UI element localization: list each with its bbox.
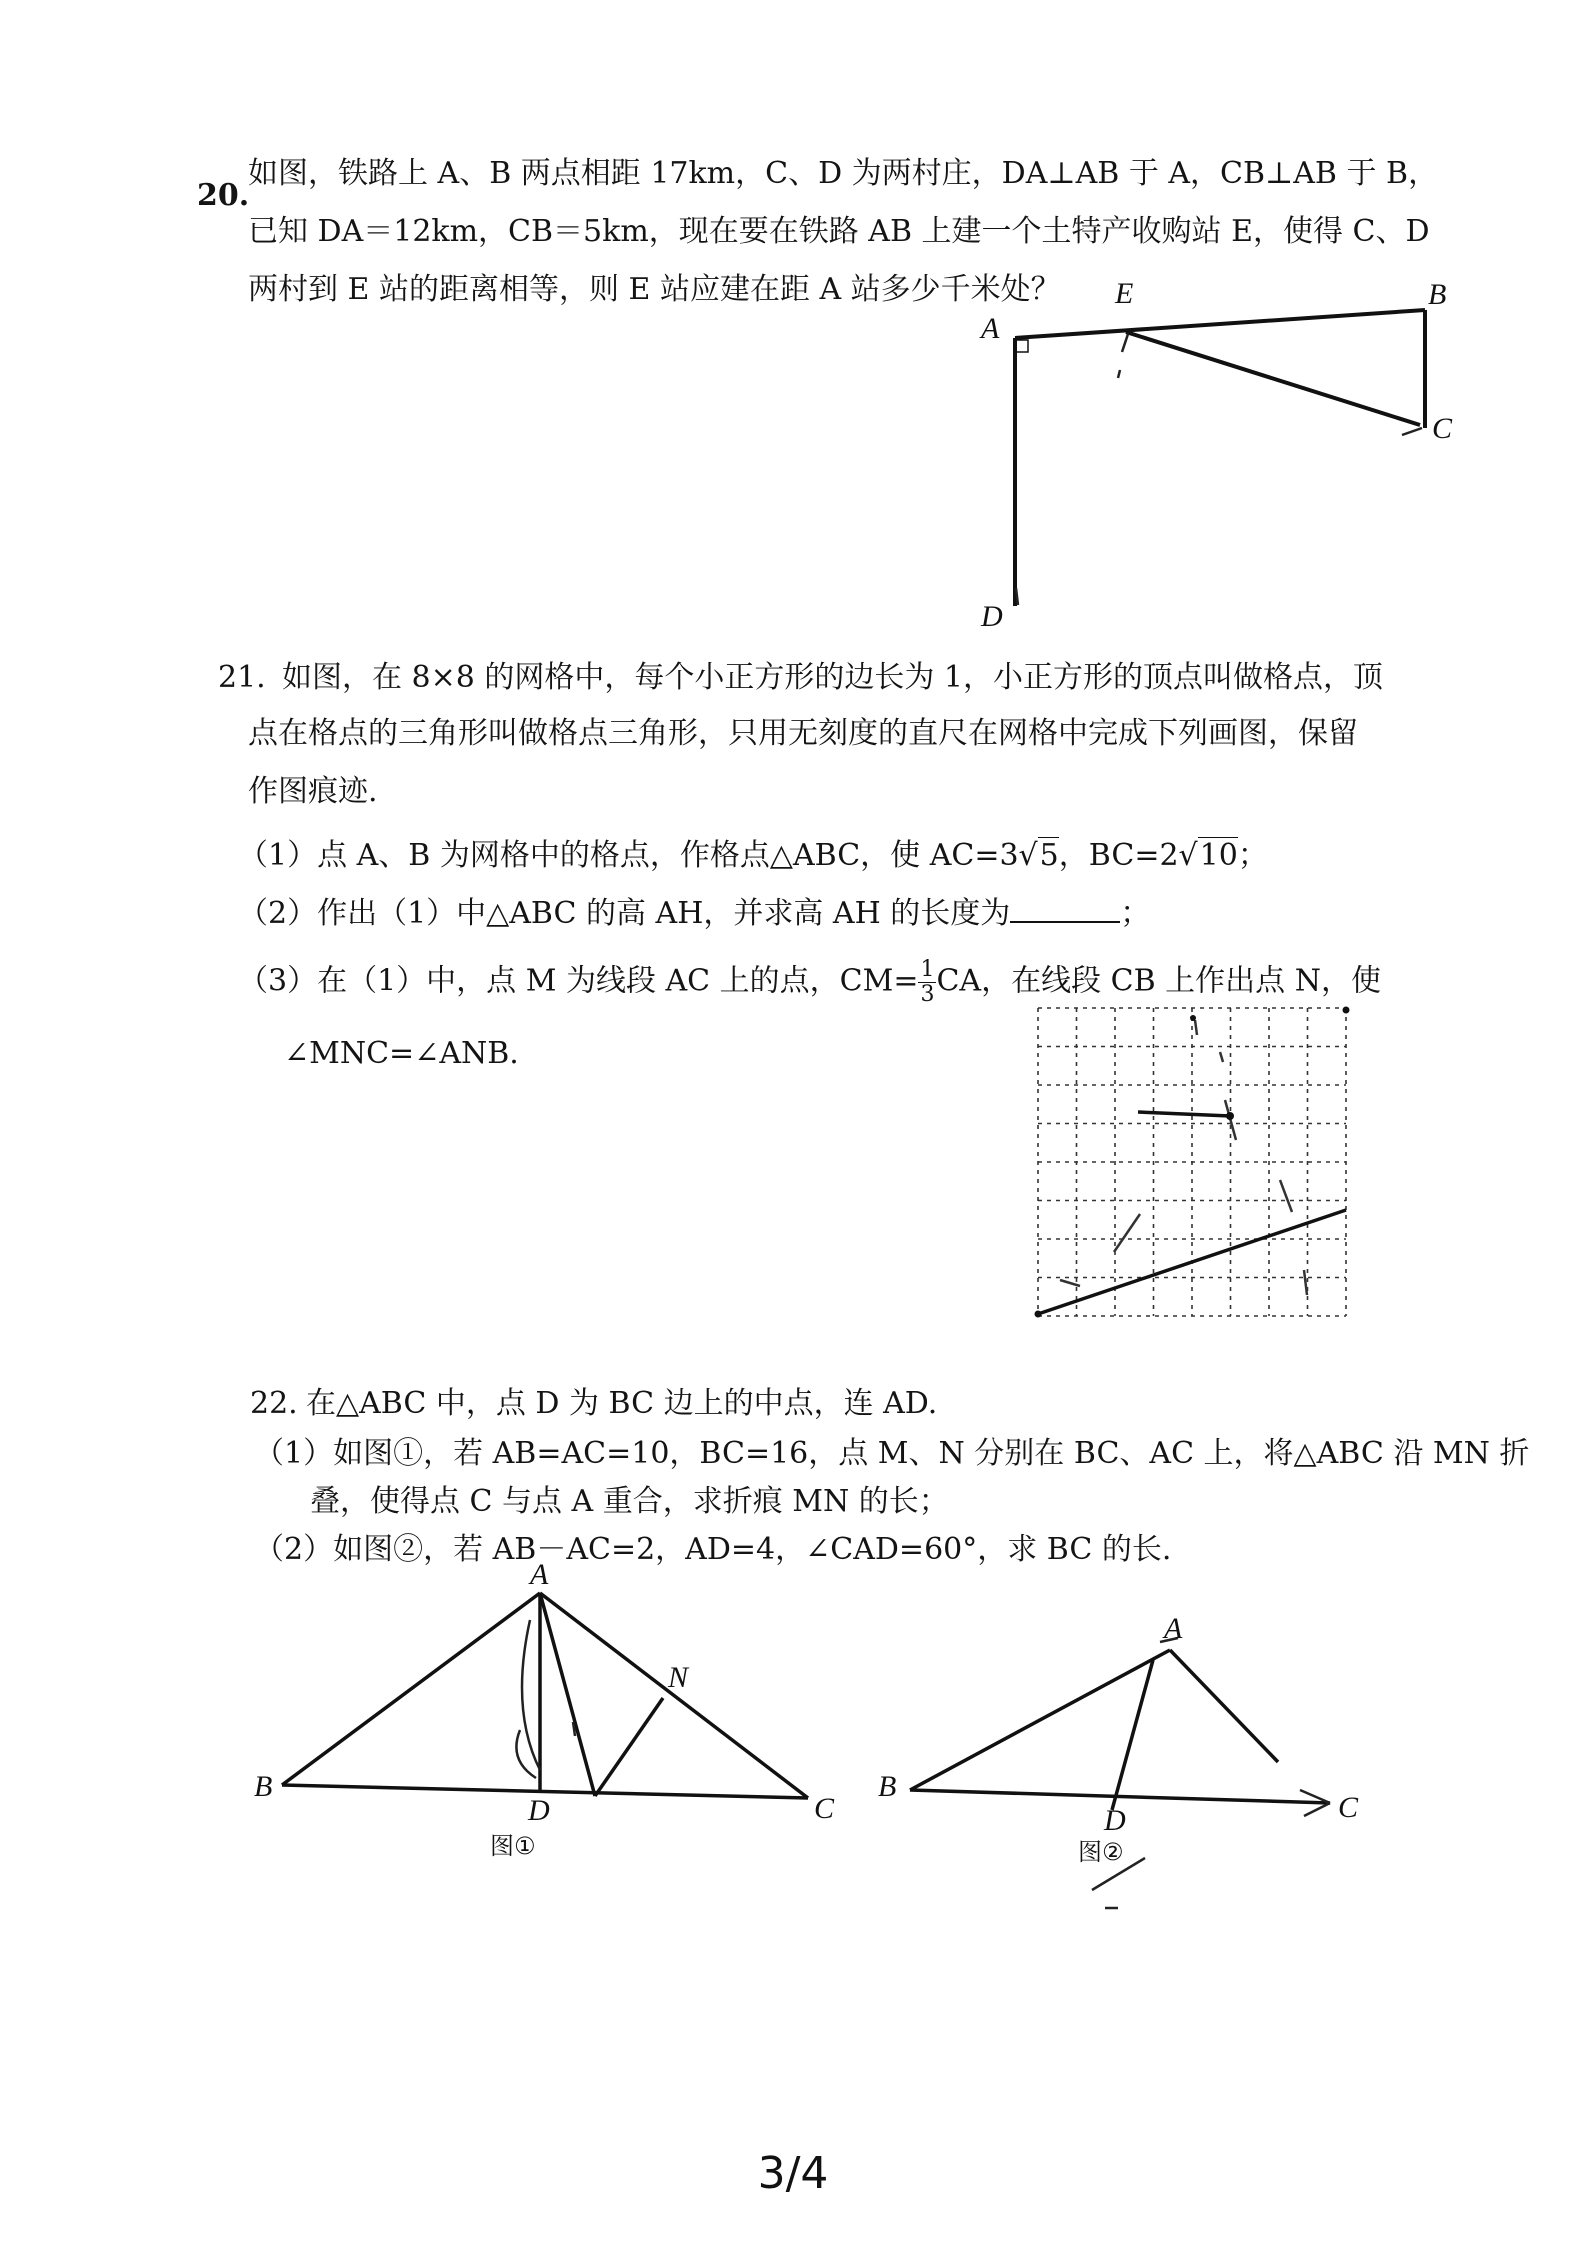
side-ab [282, 1593, 540, 1785]
fig1-caption: 图① [490, 1832, 536, 1860]
q21-part1-suffix: ； [1237, 838, 1268, 873]
dashed-grid [1038, 1008, 1346, 1316]
page-number: 3/4 [757, 2148, 829, 2199]
fig1-label-b: B [254, 1770, 273, 1803]
fig2-label-d: D [1104, 1804, 1126, 1837]
fig1-label-d: D [528, 1794, 550, 1827]
q22-number: 22. [250, 1386, 298, 1421]
q21-number: 21. [218, 660, 266, 695]
q20-line3: 两村到 E 站的距离相等，则 E 站应建在距 A 站多少千米处？ [248, 272, 1061, 307]
sqrt-sign: √ [1018, 838, 1038, 873]
fraction-one-third [918, 958, 936, 1007]
fraction-denominator: 3 [920, 982, 935, 1007]
pencil-mark [1122, 334, 1128, 352]
q21-line1: 如图，在 8×8 的网格中，每个小正方形的边长为 1，小正方形的顶点叫做格点，顶 [282, 660, 1384, 695]
segment-mn [595, 1698, 663, 1796]
q21-part2 [238, 894, 1150, 934]
q21-part2-prefix: （2）作出（1）中△ABC 的高 AH，并求高 AH 的长度为 [238, 896, 1011, 931]
sqrt-sign: √ [1178, 838, 1198, 873]
q21-line2: 点在格点的三角形叫做格点三角形，只用无刻度的直尺在网格中完成下列画图，保留 [248, 716, 1358, 751]
segment-am [540, 1593, 595, 1796]
q21-grid-figure [1030, 1000, 1370, 1340]
pencil-mark [1280, 1180, 1292, 1212]
label-a: A [981, 312, 1000, 345]
grid-point [1343, 1007, 1350, 1014]
q21-line3: 作图痕迹. [248, 774, 378, 809]
side-ac [540, 1593, 808, 1798]
drawn-segment [1138, 1112, 1230, 1116]
fig1-label-n: N [668, 1661, 689, 1694]
railway-ab [1015, 310, 1425, 338]
fraction-numerator: 1 [920, 957, 935, 982]
q20-number: 20. [197, 178, 250, 213]
pencil-mark [1118, 370, 1120, 378]
q21-part3-suffix: CA，在线段 CB 上作出点 N，使 [936, 963, 1381, 999]
label-c: C [1432, 412, 1453, 445]
q22-part1-line1: （1）如图①，若 AB=AC=10，BC=16，点 M、N 分别在 BC、AC 上，将△ABC 沿 MN 折 [254, 1436, 1530, 1471]
q21-part1-root1: 5 [1039, 838, 1059, 873]
right-angle-mark [1016, 340, 1028, 352]
q20-line2: 已知 DA＝12km，CB＝5km，现在要在铁路 AB 上建一个土特产收购站 E，使得 C、D [248, 214, 1430, 249]
q21-part2-suffix: ； [1120, 896, 1151, 931]
q22-figure-1 [240, 1560, 860, 1880]
grid-point [1190, 1015, 1196, 1021]
label-d: D [981, 600, 1003, 633]
pencil-mark [1195, 1020, 1197, 1035]
q21-part1 [238, 836, 1268, 876]
construction-arc [522, 1620, 540, 1770]
q22-figure-2 [860, 1590, 1380, 1950]
fig1-label-c: C [814, 1792, 835, 1825]
q20-line1: 如图，铁路上 A、B 两点相距 17km，C、D 为两村庄，DA⊥AB 于 A，CB⊥AB 于 B， [248, 156, 1439, 191]
side-ab [910, 1650, 1170, 1790]
fig2-caption: 图② [1078, 1838, 1124, 1866]
side-bc [910, 1790, 1330, 1803]
label-e: E [1115, 277, 1134, 310]
grid-point [1035, 1311, 1042, 1318]
fig2-label-c: C [1338, 1791, 1359, 1824]
q22-part1-line2: 叠，使得点 C 与点 A 重合，求折痕 MN 的长； [310, 1484, 949, 1519]
q21-part1-root2: 10 [1199, 838, 1238, 873]
pencil-mark [1220, 1052, 1223, 1062]
grid-point [1226, 1112, 1234, 1120]
answer-blank[interactable] [1010, 895, 1120, 923]
fig2-label-a: A [1164, 1612, 1183, 1645]
segment-ad [1112, 1660, 1153, 1810]
segment-ec [1126, 332, 1420, 425]
q22-part2: （2）如图②，若 AB－AC=2，AD=4，∠CAD=60°，求 BC 的长. [254, 1532, 1172, 1567]
pencil-mark [1114, 1214, 1140, 1252]
q21-part1-mid: ，BC=2 [1058, 838, 1179, 873]
side-ac-partial [1170, 1650, 1278, 1762]
q21-part1-prefix: （1）点 A、B 为网格中的格点，作格点△ABC，使 AC=3 [238, 838, 1019, 873]
pencil-mark [1402, 428, 1422, 435]
q22-line1: 在△ABC 中，点 D 为 BC 边上的中点，连 AD. [306, 1386, 938, 1421]
pencil-mark [1304, 1803, 1330, 1816]
fig1-label-a: A [530, 1558, 549, 1591]
q21-part3-line2: ∠MNC=∠ANB. [284, 1036, 519, 1071]
fig2-label-b: B [878, 1770, 897, 1803]
label-b: B [1428, 278, 1447, 311]
q21-part3-prefix: （3）在（1）中，点 M 为线段 AC 上的点，CM= [238, 963, 919, 999]
q20-figure [960, 277, 1460, 640]
pencil-mark [1304, 1270, 1307, 1295]
